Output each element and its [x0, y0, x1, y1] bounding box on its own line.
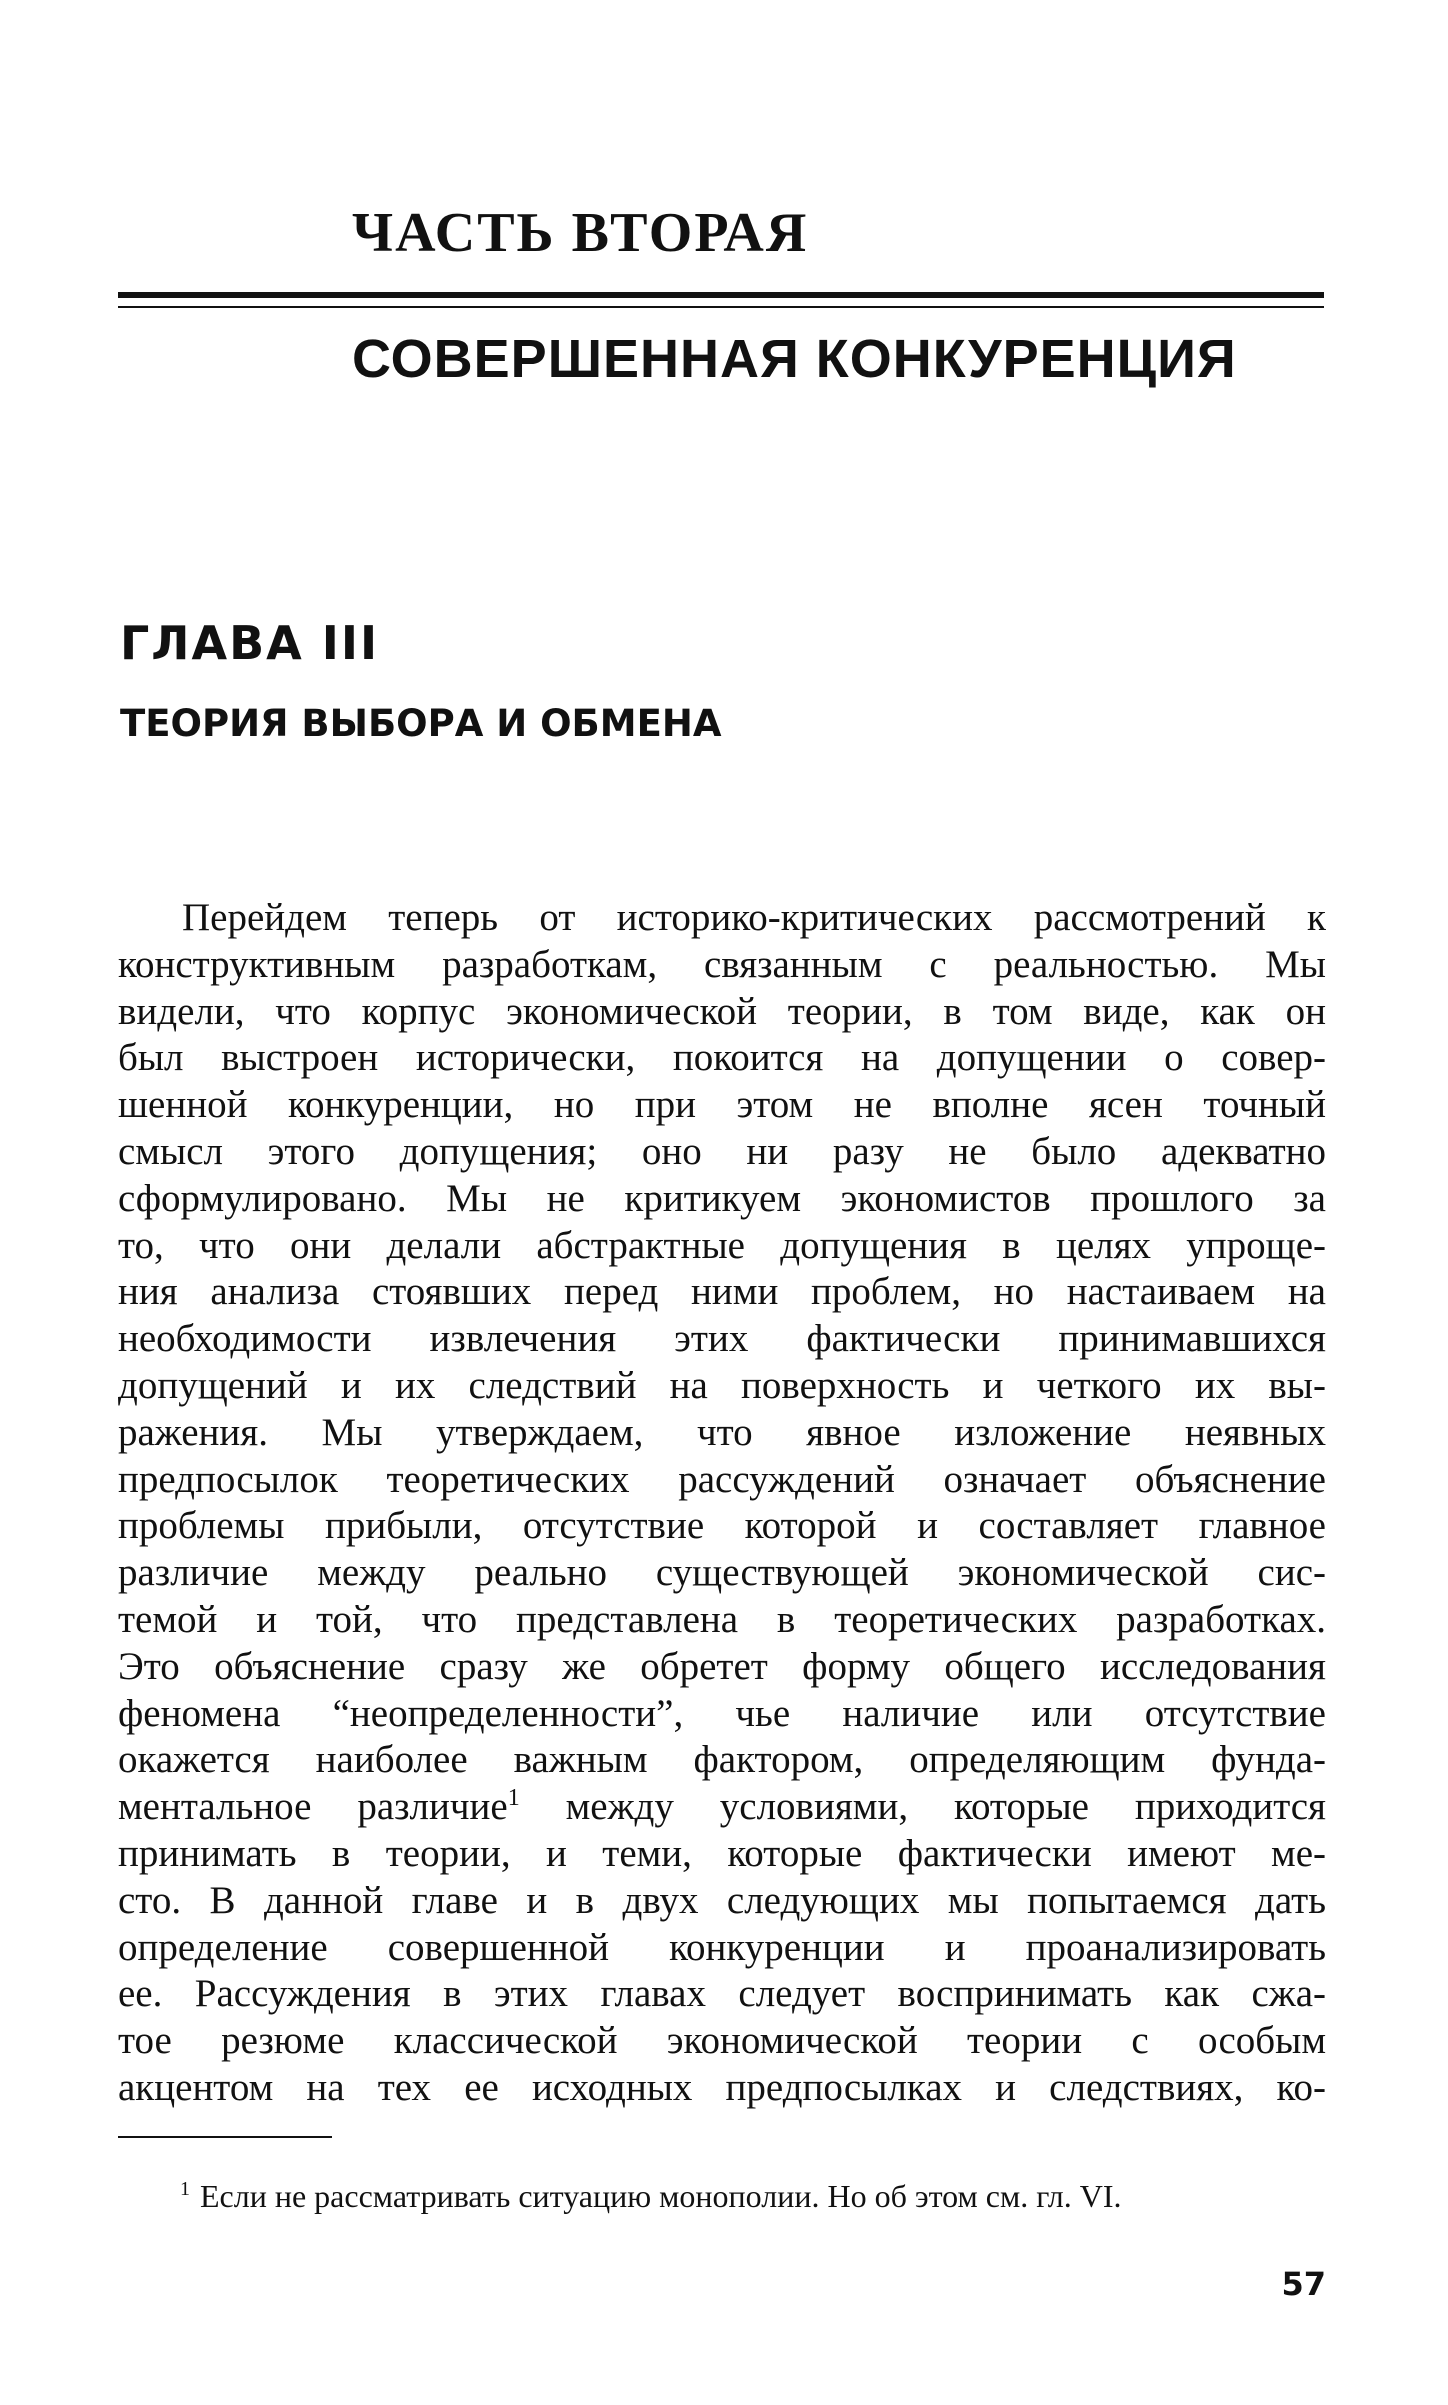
body-line: окажется наиболее важным фактором, определяющим фунда-	[118, 1738, 1326, 1782]
header-rule-thick	[118, 292, 1324, 298]
body-line: шенной конкуренции, но при этом не вполне ясен точный	[118, 1083, 1326, 1127]
body-line: Перейдем теперь от историко-критических рассмотрений к	[182, 896, 1326, 939]
part-title: ЧАСТЬ ВТОРАЯ	[352, 202, 809, 264]
footnote-text: Если не рассматривать ситуацию монополии. Но об этом см. гл. VI.	[200, 2178, 1122, 2214]
body-line-segment: ментальное различие	[118, 1785, 508, 1829]
header-rule-thin	[118, 306, 1324, 308]
body-line: смысл этого допущения; оно ни разу не было адекватно	[118, 1129, 1326, 1173]
body-line: сформулировано. Мы не критикуем экономистов прошлого за	[118, 1176, 1326, 1220]
body-line: принимать в теории, и теми, которые фактически имеют ме-	[118, 1831, 1326, 1875]
body-line: ее. Рассуждения в этих главах следует воспринимать как сжа-	[118, 1972, 1326, 2016]
body-line: конструктивным разработкам, связанным с реальностью. Мы	[118, 942, 1326, 986]
body-line-with-footnote-ref	[118, 1784, 1326, 1831]
body-line: то, что они делали абстрактные допущения в целях упроще-	[118, 1223, 1326, 1267]
footnote-ref-marker: 1	[507, 1785, 520, 1812]
body-line: проблемы прибыли, отсутствие которой и составляет главное	[118, 1504, 1326, 1548]
body-line: различие между реально существующей экономической сис-	[118, 1551, 1326, 1595]
body-line: Это объяснение сразу же обретет форму общего исследования	[118, 1644, 1326, 1688]
body-line: тое резюме классической экономической теории с особым	[118, 2019, 1326, 2063]
body-line: определение совершенной конкуренции и проанализировать	[118, 1925, 1326, 1969]
footnote	[180, 2180, 1121, 2212]
footnote-marker: 1	[180, 2178, 190, 2201]
body-line-segment: между условиями, которые приходится	[565, 1785, 1326, 1829]
chapter-title: ТЕОРИЯ ВЫБОРА И ОБМЕНА	[120, 702, 722, 745]
body-line: сто. В данной главе и в двух следующих мы попытаемся дать	[118, 1878, 1326, 1922]
body-line: предпосылок теоретических рассуждений означает объяснение	[118, 1457, 1326, 1501]
footnote-rule	[118, 2136, 332, 2138]
body-line: необходимости извлечения этих фактически принимавшихся	[118, 1317, 1326, 1361]
body-line: акцентом на тех ее исходных предпосылках и следствиях, ко-	[118, 2065, 1326, 2109]
chapter-label: ГЛАВА III	[120, 616, 380, 670]
body-line: темой и той, что представлена в теоретических разработках.	[118, 1597, 1326, 1641]
body-line: ражения. Мы утверждаем, что явное изложение неявных	[118, 1410, 1326, 1454]
page-number: 57	[1281, 2265, 1326, 2303]
body-line: был выстроен исторически, покоится на допущении о совер-	[118, 1036, 1326, 1080]
body-line: видели, что корпус экономической теории, в том виде, как он	[118, 989, 1326, 1033]
body-line: допущений и их следствий на поверхность и четкого их вы-	[118, 1363, 1326, 1407]
body-line: феномена “неопределенности”, чье наличие или отсутствие	[118, 1691, 1326, 1735]
body-line: ния анализа стоявших перед ними проблем, но настаиваем на	[118, 1270, 1326, 1314]
part-subtitle: СОВЕРШЕННАЯ КОНКУРЕНЦИЯ	[352, 329, 1237, 389]
body-paragraph	[118, 895, 1326, 2112]
